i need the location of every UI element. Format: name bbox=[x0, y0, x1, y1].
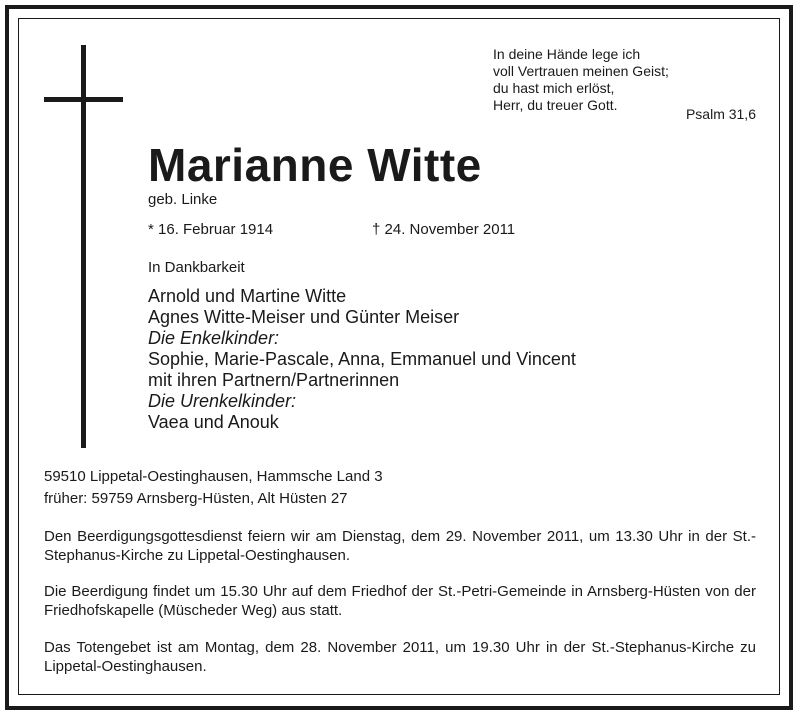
cross-icon-bar bbox=[44, 97, 123, 102]
bible-verse bbox=[493, 46, 669, 114]
address-block bbox=[44, 466, 383, 510]
mourner-line: mit ihren Partnern/Partnerinnen bbox=[148, 370, 400, 390]
birth-name: geb. Linke bbox=[148, 191, 218, 208]
deceased-name: Marianne Witte bbox=[148, 139, 482, 191]
mourner-line: Arnold und Martine Witte bbox=[148, 286, 347, 306]
prayer-paragraph: Das Totengebet ist am Montag, dem 28. November 2011, um 19.30 Uhr in der St.-Stephanus-Kirche zu Lippetal-Oestinghausen. bbox=[44, 639, 756, 675]
verse-line: voll Vertrauen meinen Geist; bbox=[493, 63, 669, 79]
verse-line: Herr, du treuer Gott. bbox=[493, 97, 618, 113]
former-address: früher: 59759 Arnsberg-Hüsten, Alt Hüsten 27 bbox=[44, 490, 348, 507]
birth-date: * 16. Februar 1914 bbox=[148, 221, 274, 238]
verse-line: In deine Hände lege ich bbox=[493, 46, 641, 62]
funeral-service-paragraph: Den Beerdigungsgottesdienst feiern wir am Dienstag, dem 29. November 2011, um 13.30 Uhr in der St.-Stephanus-Kirche zu Lippetal-Oestinghausen. bbox=[44, 528, 756, 564]
grandchildren-heading: Die Enkelkinder: bbox=[148, 328, 280, 348]
cross-icon bbox=[81, 45, 86, 448]
death-date: † 24. November 2011 bbox=[372, 221, 516, 238]
burial-paragraph: Die Beerdigung findet um 15.30 Uhr auf dem Friedhof der St.-Petri-Gemeinde in Arnsberg-Hüsten von der Friedhofskapelle (Müscheder Weg) aus statt. bbox=[44, 583, 756, 619]
mourners-list bbox=[148, 286, 576, 433]
mourner-line: Sophie, Marie-Pascale, Anna, Emmanuel und Vincent bbox=[148, 349, 576, 369]
mourner-line: Vaea und Anouk bbox=[148, 412, 279, 432]
mourner-line: Agnes Witte-Meiser und Günter Meiser bbox=[148, 307, 460, 327]
verse-line: du hast mich erlöst, bbox=[493, 80, 615, 96]
greatgrandchildren-heading: Die Urenkelkinder: bbox=[148, 391, 297, 411]
current-address: 59510 Lippetal-Oestinghausen, Hammsche Land 3 bbox=[44, 468, 383, 485]
intro-text: In Dankbarkeit bbox=[148, 259, 245, 276]
verse-reference: Psalm 31,6 bbox=[685, 106, 756, 122]
